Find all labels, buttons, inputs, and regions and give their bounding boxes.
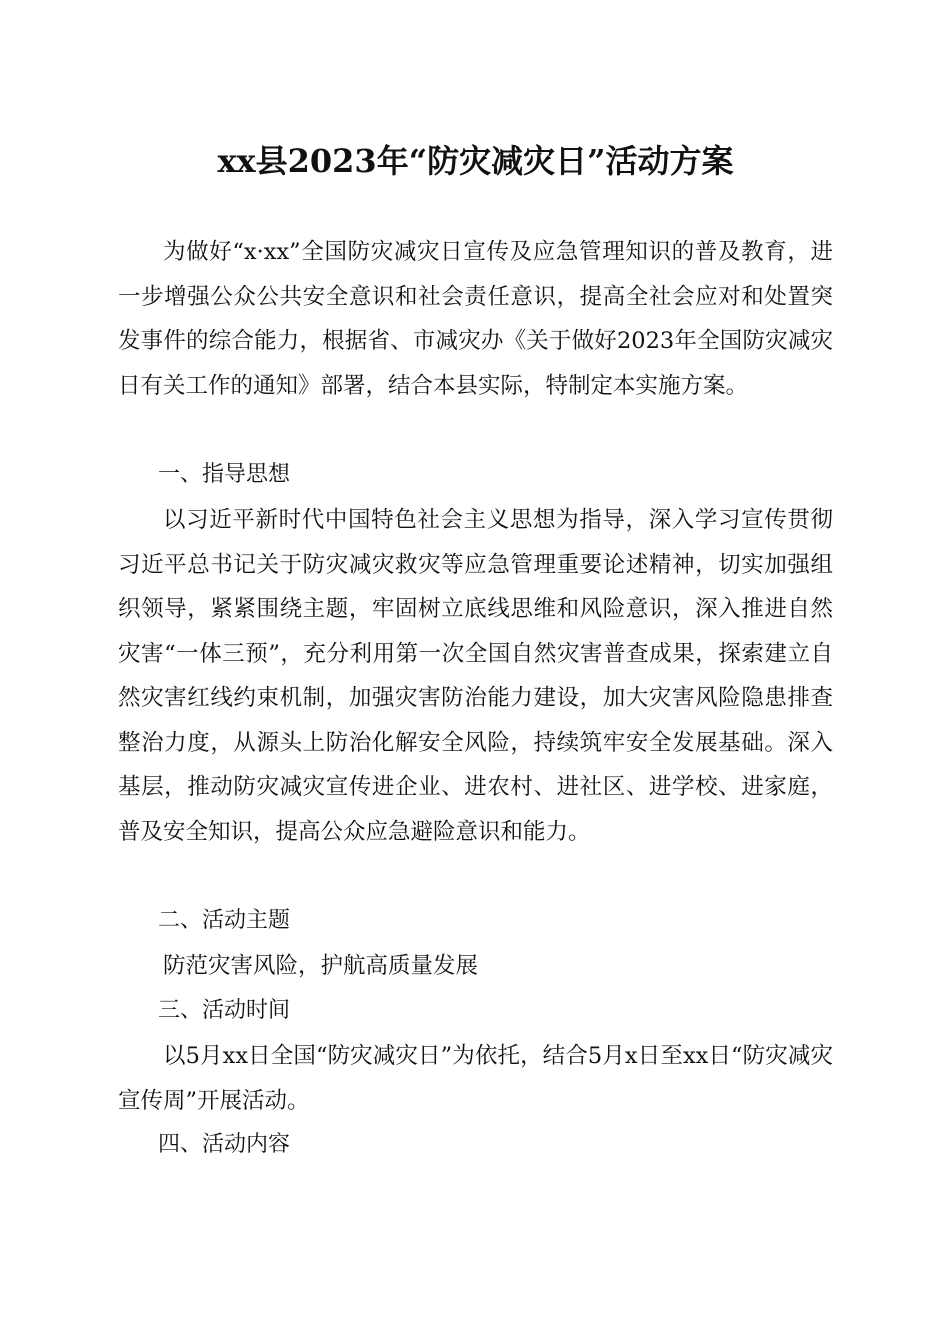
section-heading-guiding-ideology: 一、指导思想 (158, 462, 291, 487)
document-title: xx县2023年“防灾减灾日”活动方案 (217, 142, 734, 180)
section-heading-time: 三、活动时间 (158, 998, 291, 1023)
intro-paragraph: 为做好“x·xx”全国防灾减灾日宣传及应急管理知识的普及教育，进一步增强公众公共安全意识和社会责任意识，提高全社会应对和处置突发事件的综合能力，根据省、市减灾办《关于做好2023年全国防灾减灾日有关工作的通知》部署，结合本县实际，特制定本实施方案。 (118, 239, 833, 399)
section-heading-content: 四、活动内容 (158, 1132, 291, 1157)
section-text-theme: 防范灾害风险，护航高质量发展 (163, 953, 479, 979)
section-text-time: 以5月xx日全国“防灾减灾日”为依托，结合5月x日至xx日“防灾减灾宣传周”开展活动。 (118, 1043, 833, 1114)
section-heading-theme: 二、活动主题 (158, 908, 291, 933)
section-text-guiding-ideology: 以习近平新时代中国特色社会主义思想为指导，深入学习宣传贯彻习近平总书记关于防灾减灾救灾等应急管理重要论述精神，切实加强组织领导，紧紧围绕主题，牢固树立底线思维和风险意识，深入推进自然灾害“一体三预”，充分利用第一次全国自然灾害普查成果，探索建立自然灾害红线约束机制，加强灾害防治能力建设，加大灾害风险隐患排查整治力度，从源头上防治化解安全风险，持续筑牢安全发展基础。深入基层，推动防灾减灾宣传进企业、进农村、进社区、进学校、进家庭，普及安全知识，提高公众应急避险意识和能力。 (118, 507, 833, 845)
